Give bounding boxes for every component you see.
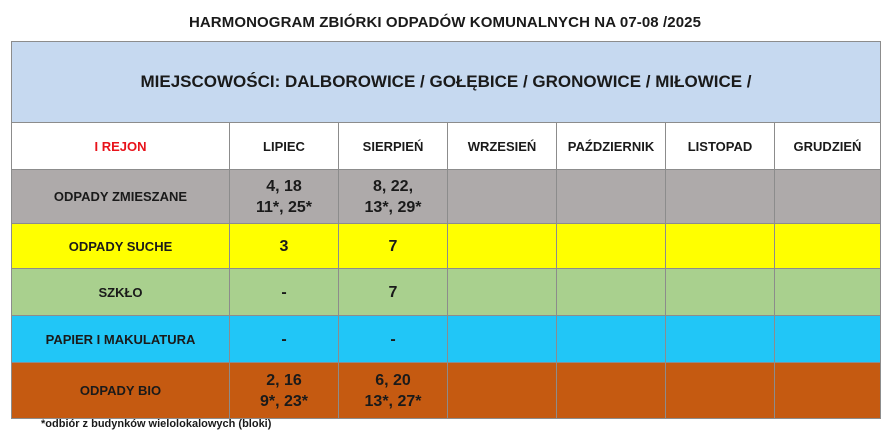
- empty-cell: [557, 363, 666, 419]
- dates-cell: -: [230, 316, 339, 363]
- dates-cell: 8, 22, 13*, 29*: [339, 170, 448, 224]
- waste-type-label: SZKŁO: [12, 269, 230, 316]
- row-mixed-waste: [12, 170, 881, 224]
- waste-type-label: ODPADY SUCHE: [12, 224, 230, 269]
- month-header-lipiec: LIPIEC: [230, 123, 339, 170]
- empty-cell: [666, 316, 775, 363]
- month-header-listopad: LISTOPAD: [666, 123, 775, 170]
- month-header-wrzesien: WRZESIEŃ: [448, 123, 557, 170]
- row-glass: [12, 269, 881, 316]
- dates-cell: -: [230, 269, 339, 316]
- dates-cell: 7: [339, 224, 448, 269]
- dates-cell: -: [339, 316, 448, 363]
- header-row: [12, 123, 881, 170]
- empty-cell: [448, 170, 557, 224]
- locations-banner: MIEJSCOWOŚCI: DALBOROWICE / GOŁĘBICE / GRONOWICE / MIŁOWICE /: [12, 42, 881, 123]
- empty-cell: [775, 363, 881, 419]
- schedule-title: HARMONOGRAM ZBIÓRKI ODPADÓW KOMUNALNYCH NA 07-08 /2025: [188, 14, 702, 31]
- empty-cell: [666, 224, 775, 269]
- month-header-sierpien: SIERPIEŃ: [339, 123, 448, 170]
- dates-cell: 3: [230, 224, 339, 269]
- empty-cell: [557, 316, 666, 363]
- empty-cell: [775, 269, 881, 316]
- empty-cell: [775, 224, 881, 269]
- month-header-grudzien: GRUDZIEŃ: [775, 123, 881, 170]
- empty-cell: [557, 224, 666, 269]
- row-paper: [12, 316, 881, 363]
- empty-cell: [775, 316, 881, 363]
- dates-cell: 7: [339, 269, 448, 316]
- region-label: I REJON: [12, 123, 230, 170]
- waste-type-label: PAPIER I MAKULATURA: [12, 316, 230, 363]
- waste-type-label: ODPADY BIO: [12, 363, 230, 419]
- dates-cell: 4, 18 11*, 25*: [230, 170, 339, 224]
- row-bio-waste: [12, 363, 881, 419]
- dates-cell: 6, 20 13*, 27*: [339, 363, 448, 419]
- month-header-pazdziernik: PAŹDZIERNIK: [557, 123, 666, 170]
- empty-cell: [448, 316, 557, 363]
- dates-cell: 2, 16 9*, 23*: [230, 363, 339, 419]
- row-dry-waste: [12, 224, 881, 269]
- collection-schedule-table: [11, 41, 881, 419]
- empty-cell: [448, 363, 557, 419]
- empty-cell: [557, 269, 666, 316]
- empty-cell: [666, 363, 775, 419]
- empty-cell: [448, 269, 557, 316]
- empty-cell: [557, 170, 666, 224]
- footnote: *odbiór z budynków wielolokalowych (bloki): [41, 418, 272, 430]
- empty-cell: [775, 170, 881, 224]
- empty-cell: [666, 269, 775, 316]
- empty-cell: [448, 224, 557, 269]
- empty-cell: [666, 170, 775, 224]
- waste-type-label: ODPADY ZMIESZANE: [12, 170, 230, 224]
